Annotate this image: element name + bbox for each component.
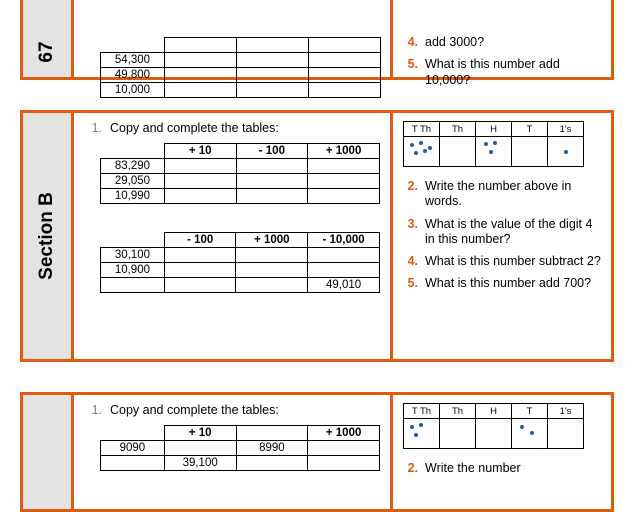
cell[interactable]	[308, 248, 380, 263]
panel-top-left	[74, 0, 393, 96]
question-number: 5.	[407, 57, 418, 72]
question-number: 3.	[407, 216, 418, 231]
table-row	[101, 38, 381, 53]
question-item	[403, 217, 603, 248]
instruction-text: Copy and complete the tables:	[110, 403, 279, 417]
pv-cell-ones[interactable]	[548, 419, 584, 449]
table-top-1	[100, 37, 381, 98]
pv-header-ones: 1's	[548, 404, 584, 419]
place-value-dot	[419, 423, 423, 427]
cell[interactable]	[164, 441, 236, 456]
cell[interactable]	[165, 53, 237, 68]
pv-header-tth: T Th	[404, 404, 440, 419]
cell[interactable]	[308, 456, 380, 471]
cell: 9090	[101, 441, 165, 456]
place-value-dot	[484, 142, 488, 146]
cell[interactable]	[237, 83, 309, 98]
question-item	[403, 276, 603, 291]
question-item	[403, 35, 603, 50]
pv-header-ones: 1's	[548, 122, 584, 137]
table-row	[101, 53, 381, 68]
pv-cell-h[interactable]	[476, 137, 512, 167]
cell	[309, 38, 381, 53]
section-label-b-text: Section B	[36, 192, 57, 280]
instruction-number: 1.	[91, 121, 102, 135]
cell[interactable]	[308, 263, 380, 278]
section-panel-b	[20, 110, 614, 362]
cell: - 10,000	[308, 233, 380, 248]
panel-c-right	[393, 395, 611, 509]
panel-b-left	[74, 113, 393, 359]
instruction-row	[86, 121, 380, 135]
cell: 8990	[236, 441, 308, 456]
place-value-dot	[410, 143, 414, 147]
cell[interactable]	[237, 68, 309, 83]
pv-cell-t[interactable]	[512, 419, 548, 449]
cell: 30,100	[101, 248, 165, 263]
table-row	[101, 83, 381, 98]
table-row	[101, 144, 380, 159]
cell	[101, 144, 165, 159]
question-text: What is this number subtract 2?	[425, 254, 601, 268]
cell: - 100	[236, 144, 308, 159]
table-row	[101, 174, 380, 189]
table-row	[101, 68, 381, 83]
cell[interactable]	[101, 278, 165, 293]
cell	[236, 426, 308, 441]
cell[interactable]	[236, 174, 308, 189]
pv-header-t: T	[512, 404, 548, 419]
pv-cell-tth[interactable]	[404, 137, 440, 167]
instruction-number: 1.	[91, 403, 102, 417]
place-value-chart-c	[403, 403, 584, 449]
place-value-dot-row	[404, 137, 584, 167]
question-text: What is this number add 10,000?	[425, 57, 560, 87]
place-value-dot	[419, 141, 423, 145]
pv-header-th: Th	[440, 404, 476, 419]
table-row	[101, 426, 380, 441]
cell[interactable]	[164, 278, 236, 293]
place-value-header-row	[404, 404, 584, 419]
table-row	[101, 456, 380, 471]
question-item	[403, 254, 603, 269]
cell[interactable]	[165, 83, 237, 98]
instruction-row	[86, 403, 380, 417]
question-number: 4.	[407, 35, 418, 49]
cell[interactable]	[236, 263, 308, 278]
question-text: add 3000?	[425, 35, 485, 49]
pv-cell-th[interactable]	[440, 419, 476, 449]
table-row	[101, 233, 380, 248]
cell[interactable]	[164, 174, 236, 189]
cell[interactable]	[308, 159, 380, 174]
question-item	[403, 179, 603, 210]
cell[interactable]	[308, 441, 380, 456]
question-text: Write the number above in words.	[425, 179, 572, 209]
cell[interactable]	[237, 53, 309, 68]
cell: 39,100	[164, 456, 236, 471]
cell: + 1000	[308, 144, 380, 159]
panel-b-right	[393, 113, 611, 359]
cell: 49,010	[308, 278, 380, 293]
cell	[165, 38, 237, 53]
cell[interactable]	[164, 248, 236, 263]
cell[interactable]	[236, 189, 308, 204]
cell: 10,990	[101, 189, 165, 204]
table-c-1	[100, 425, 380, 471]
place-value-chart-b	[403, 121, 584, 167]
question-number: 2.	[407, 461, 418, 475]
cell[interactable]	[164, 189, 236, 204]
pv-cell-h[interactable]	[476, 419, 512, 449]
place-value-dot	[493, 141, 497, 145]
table-row	[101, 248, 380, 263]
cell[interactable]	[309, 68, 381, 83]
section-label-b	[23, 113, 74, 359]
place-value-header-row	[404, 122, 584, 137]
cell[interactable]	[164, 263, 236, 278]
cell[interactable]	[236, 456, 308, 471]
place-value-dot	[520, 425, 524, 429]
cell[interactable]	[309, 83, 381, 98]
pv-cell-t[interactable]	[512, 137, 548, 167]
cell: 83,290	[101, 159, 165, 174]
pv-cell-th[interactable]	[440, 137, 476, 167]
place-value-dot	[530, 431, 534, 435]
table-row	[101, 263, 380, 278]
cell: - 100	[164, 233, 236, 248]
section-panel-top	[20, 0, 614, 96]
panel-top-right	[393, 0, 611, 87]
cell[interactable]	[236, 248, 308, 263]
question-number: 5.	[407, 276, 418, 291]
question-item	[403, 461, 603, 476]
place-value-dot	[414, 151, 418, 155]
instruction-text: Copy and complete the tables:	[110, 121, 279, 135]
place-value-dot	[414, 433, 418, 437]
table-row	[101, 441, 380, 456]
cell[interactable]	[165, 68, 237, 83]
table-b-1	[100, 143, 380, 204]
pv-header-tth: T Th	[404, 122, 440, 137]
cell: 49,800	[101, 68, 165, 83]
table-row	[101, 159, 380, 174]
pv-cell-ones[interactable]	[548, 137, 584, 167]
place-value-dot	[428, 146, 432, 150]
cell[interactable]	[236, 278, 308, 293]
cell[interactable]	[308, 174, 380, 189]
cell: + 10	[164, 144, 236, 159]
table-row	[101, 189, 380, 204]
place-value-dot	[489, 150, 493, 154]
question-item	[403, 57, 603, 88]
table-row	[101, 278, 380, 293]
cell	[237, 38, 309, 53]
panel-c-left	[74, 395, 393, 509]
cell[interactable]	[308, 189, 380, 204]
cell[interactable]	[164, 159, 236, 174]
cell: + 1000	[308, 426, 380, 441]
cell: + 1000	[236, 233, 308, 248]
section-label-top	[23, 0, 74, 77]
pv-header-t: T	[512, 122, 548, 137]
cell: 54,300	[101, 53, 165, 68]
cell[interactable]	[309, 53, 381, 68]
cell	[101, 426, 165, 441]
pv-header-h: H	[476, 404, 512, 419]
place-value-dot	[423, 149, 427, 153]
question-number: 2.	[407, 179, 418, 193]
cell: + 10	[164, 426, 236, 441]
section-label-top-text: 67	[36, 41, 57, 63]
table-b-2	[100, 232, 380, 293]
section-panel-c	[20, 392, 614, 512]
cell: 10,900	[101, 263, 165, 278]
cell	[101, 38, 165, 53]
section-label-c	[23, 395, 74, 509]
question-text: Write the number	[425, 461, 521, 475]
pv-cell-tth[interactable]	[404, 419, 440, 449]
pv-header-th: Th	[440, 122, 476, 137]
pv-header-h: H	[476, 122, 512, 137]
cell[interactable]	[236, 159, 308, 174]
question-text: What is this number add 700?	[425, 276, 592, 291]
place-value-dot	[410, 425, 414, 429]
cell	[101, 233, 165, 248]
cell: 10,000	[101, 83, 165, 98]
place-value-dot-row	[404, 419, 584, 449]
cell: 29,050	[101, 174, 165, 189]
question-number: 4.	[407, 254, 418, 268]
question-text: What is the value of the digit 4 in this number?	[425, 216, 593, 246]
place-value-dot	[564, 150, 568, 154]
cell[interactable]	[101, 456, 165, 471]
